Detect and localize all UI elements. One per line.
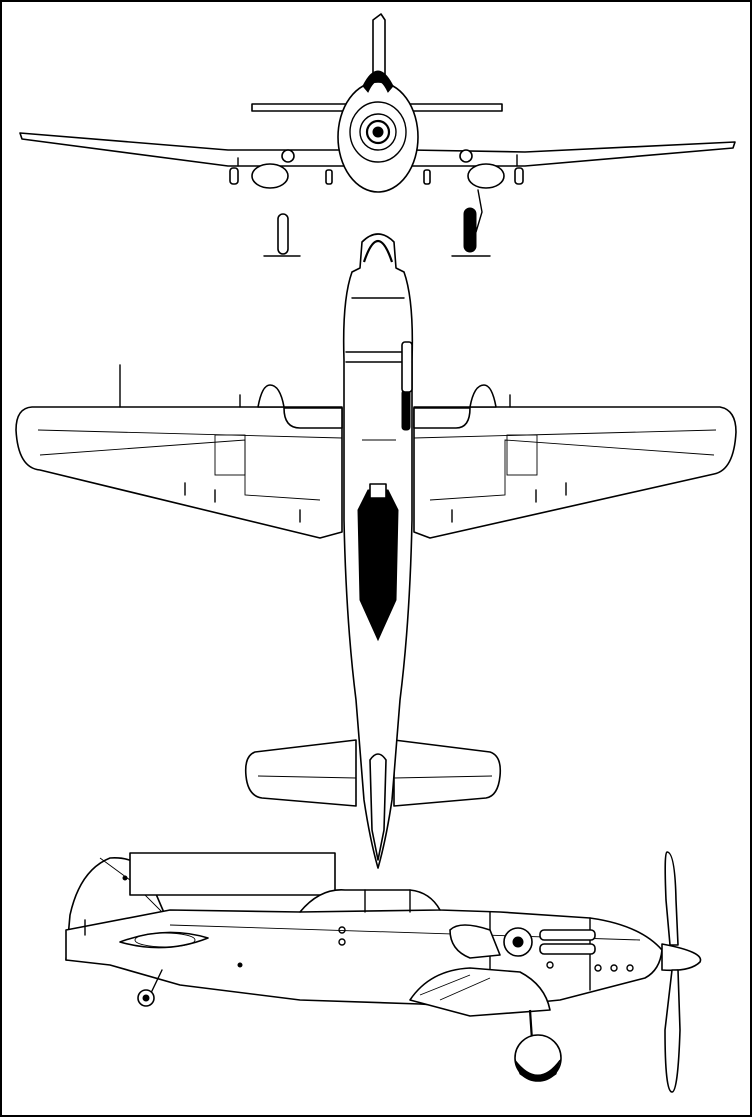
- side-view: [66, 852, 701, 1092]
- top-view: [16, 234, 736, 868]
- front-view: [20, 14, 735, 256]
